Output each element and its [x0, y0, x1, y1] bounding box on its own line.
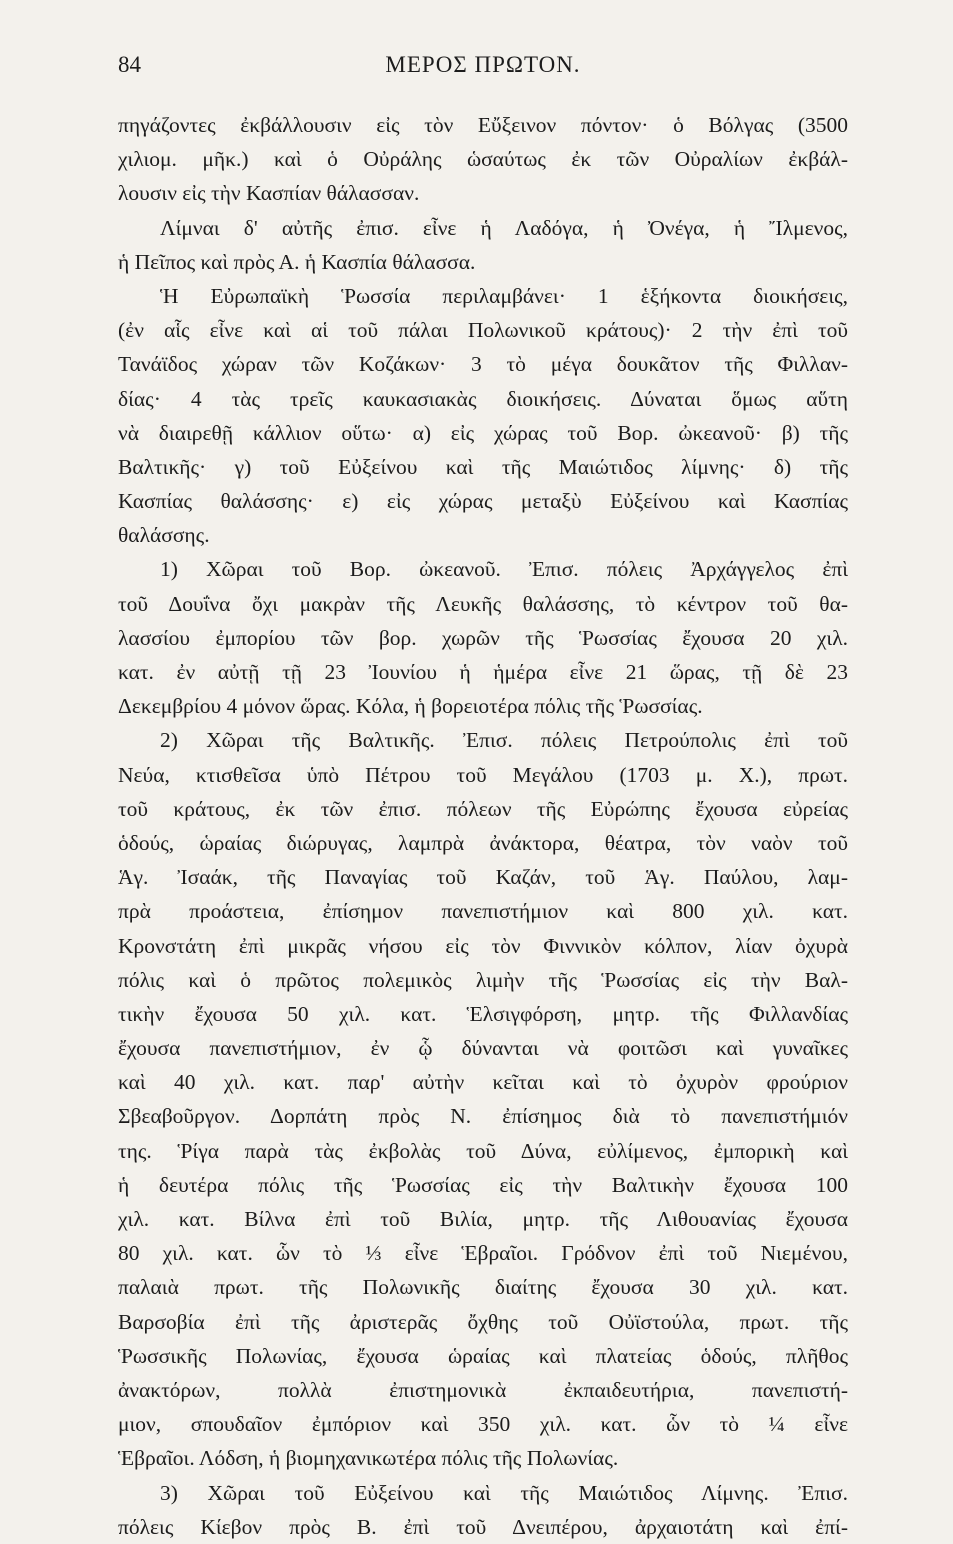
text-line: Ἑβραῖοι. Λόδση, ἡ βιομηχανικωτέρα πόλις τῆς Πολωνίας. — [118, 1446, 619, 1471]
text-line: πηγάζοντες ἐκβάλλουσιν εἰς τὸν Εὔξεινον πόντον· ὁ Βόλγας (3500 — [118, 113, 848, 137]
text-line: κατ. ἐν αὐτῇ τῇ 23 Ἰουνίου ἡ ἡμέρα εἶνε 21 ὥρας, τῇ δὲ 23 — [118, 660, 848, 684]
text-line: χιλ. κατ. Βίλνα ἐπὶ τοῦ Βιλία, μητρ. τῆς Λιθουανίας ἔχουσα — [118, 1207, 848, 1231]
page-number: 84 — [118, 52, 141, 77]
text-line: Σβεαβοῦργον. Δορπάτη πρὸς Ν. ἐπίσημος διὰ τὸ πανεπιστήμιόν — [118, 1104, 848, 1129]
text-line: Κρονστάτη ἐπὶ μικρᾶς νήσου εἰς τὸν Φιννικὸν κόλπον, λίαν ὀχυρὰ — [118, 933, 848, 958]
text-line: Ἁγ. Ἰσαάκ, τῆς Παναγίας τοῦ Καζάν, τοῦ Ἁγ. Παύλου, λαμ- — [118, 865, 848, 890]
text-line: πόλις καὶ ὁ πρῶτος πολεμικὸς λιμὴν τῆς Ῥωσσίας εἰς τὴν Βαλ- — [118, 967, 848, 992]
text-line: τικὴν ἔχουσα 50 χιλ. κατ. Ἑλσιγφόρση, μητρ. τῆς Φιλλανδίας — [118, 1001, 848, 1026]
text-line: τοῦ Δουΐνα ὄχι μακρὰν τῆς Λευκῆς θαλάσσης, τὸ κέντρον τοῦ θα- — [118, 591, 848, 616]
text-line: Νεύα, κτισθεῖσα ὑπὸ Πέτρου τοῦ Μεγάλου (1703 μ. Χ.), πρωτ. — [118, 762, 848, 787]
text-line: νὰ διαιρεθῇ κάλλιον οὕτω· α) εἰς χώρας τοῦ Βορ. ὠκεανοῦ· β) τῆς — [118, 420, 848, 445]
text-line: 80 χιλ. κατ. ὧν τὸ ⅓ εἶνε Ἑβραῖοι. Γρόδνον ἐπὶ τοῦ Νιεμένου, — [118, 1241, 848, 1266]
text-line: καὶ 40 χιλ. κατ. παρ' αὐτὴν κεῖται καὶ τὸ ὀχυρὸν φρούριον — [118, 1070, 848, 1095]
text-line: Λίμναι δ' αὐτῆς ἐπισ. εἶνε ἡ Λαδόγα, ἡ Ὀνέγα, ἡ Ἴλμενος, — [160, 215, 848, 240]
text-line: τοῦ κράτους, ἐκ τῶν ἐπισ. πόλεων τῆς Εὐρώπης ἔχουσα εὐρείας — [118, 796, 848, 821]
text-line: δίας· 4 τὰς τρεῖς καυκασιακὰς διοικήσεις. Δύναται ὅμως αὕτη — [118, 386, 848, 411]
text-line: Δεκεμβρίου 4 μόνον ὥρας. Κόλα, ἡ βορειοτέρα πόλις τῆς Ῥωσσίας. — [118, 694, 703, 719]
body-text — [118, 108, 848, 1544]
page-header — [118, 52, 848, 92]
text-line: 1) Χῶραι τοῦ Βορ. ὠκεανοῦ. Ἐπισ. πόλεις Ἀρχάγγελος ἐπὶ — [160, 557, 848, 582]
text-line: ἔχουσα πανεπιστήμιον, ἐν ᾧ δύνανται νὰ φοιτῶσι καὶ γυναῖκες — [118, 1036, 848, 1061]
text-line: θαλάσσης. — [118, 523, 210, 548]
text-line: χιλιομ. μῆκ.) καὶ ὁ Οὐράλης ὡσαύτως ἐκ τῶν Οὐραλίων ἐκβάλ- — [118, 147, 848, 172]
text-line: λουσιν εἰς τὴν Κασπίαν θάλασσαν. — [118, 181, 420, 206]
text-line: Ῥωσσικῆς Πολωνίας, ἔχουσα ὡραίας καὶ πλατείας ὁδούς, πλῆθος — [118, 1343, 848, 1368]
text-line: πόλεις Κίεβον πρὸς Β. ἐπὶ τοῦ Δνειπέρου, ἀρχαιοτάτη καὶ ἐπί- — [118, 1514, 848, 1539]
text-line: πρὰ προάστεια, ἐπίσημον πανεπιστήμιον καὶ 800 χιλ. κατ. — [118, 899, 848, 924]
text-line: ἡ δευτέρα πόλις τῆς Ῥωσσίας εἰς τὴν Βαλτικὴν ἔχουσα 100 — [118, 1172, 848, 1197]
text-line: Βαρσοβία ἐπὶ τῆς ἀριστερᾶς ὄχθης τοῦ Οὐϊστούλα, πρωτ. τῆς — [118, 1309, 848, 1334]
text-line: (ἐν αἷς εἶνε καὶ αἱ τοῦ πάλαι Πολωνικοῦ κράτους)· 2 τὴν ἐπὶ τοῦ — [118, 318, 848, 343]
text-line: 3) Χῶραι τοῦ Εὐξείνου καὶ τῆς Μαιώτιδος Λίμνης. Ἐπισ. — [160, 1480, 848, 1505]
running-title: ΜΕΡΟΣ ΠΡΩΤΟΝ. — [385, 52, 581, 77]
text-line: ἀνακτόρων, πολλὰ ἐπιστημονικὰ ἐκπαιδευτήρια, πανεπιστή- — [118, 1377, 848, 1402]
text-line: 2) Χῶραι τῆς Βαλτικῆς. Ἐπισ. πόλεις Πετρούπολις ἐπὶ τοῦ — [160, 728, 848, 753]
text-line: παλαιὰ πρωτ. τῆς Πολωνικῆς διαίτης ἔχουσα 30 χιλ. κατ. — [118, 1275, 848, 1300]
text-line: λασσίου ἐμπορίου τῶν βορ. χωρῶν τῆς Ῥωσσίας ἔχουσα 20 χιλ. — [118, 625, 848, 650]
text-line: Βαλτικῆς· γ) τοῦ Εὐξείνου καὶ τῆς Μαιώτιδος λίμνης· δ) τῆς — [118, 454, 848, 479]
text-line: ἡ Πεῖπος καὶ πρὸς Α. ἡ Κασπία θάλασσα. — [118, 249, 476, 274]
text-line: μιον, σπουδαῖον ἐμπόριον καὶ 350 χιλ. κατ. ὧν τὸ ¼ εἶνε — [118, 1412, 848, 1437]
text-line: ὁδούς, ὡραίας διώρυγας, λαμπρὰ ἀνάκτορα, θέατρα, τὸν ναὸν τοῦ — [118, 830, 848, 855]
text-line: Ἡ Εὐρωπαϊκὴ Ῥωσσία περιλαμβάνει· 1 ἑξήκοντα διοικήσεις, — [160, 283, 848, 308]
text-line: της. Ῥίγα παρὰ τὰς ἐκβολὰς τοῦ Δύνα, εὐλίμενος, ἐμπορικὴ καὶ — [118, 1138, 848, 1163]
text-line: Τανάϊδος χώραν τῶν Κοζάκων· 3 τὸ μέγα δουκᾶτον τῆς Φιλλαν- — [118, 352, 848, 377]
text-line: Κασπίας θαλάσσης· ε) εἰς χώρας μεταξὺ Εὐξείνου καὶ Κασπίας — [118, 489, 848, 514]
